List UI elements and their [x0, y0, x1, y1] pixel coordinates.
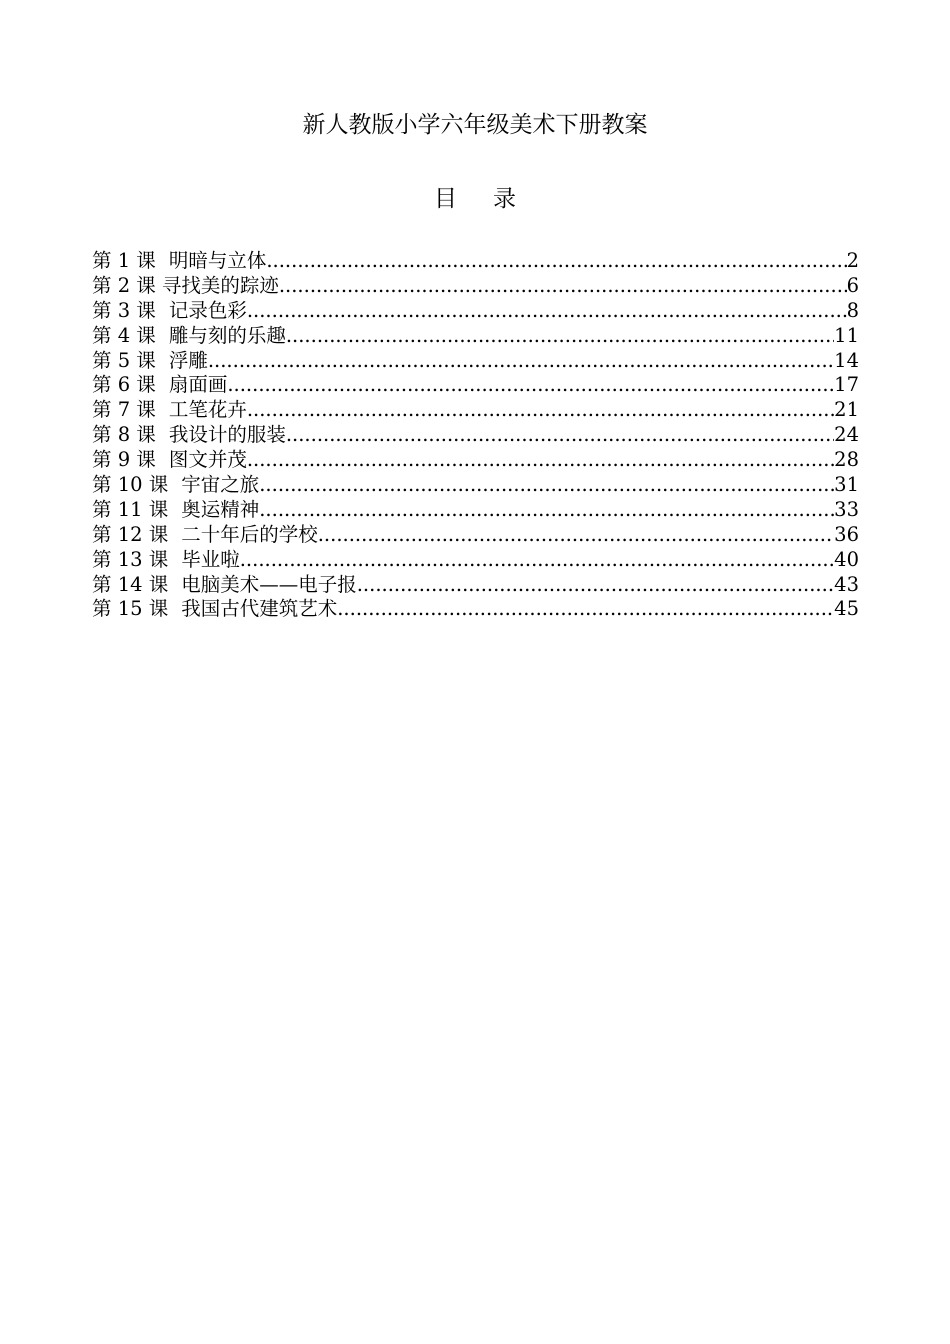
toc-lesson-title: 我国古代建筑艺术: [181, 597, 338, 621]
toc-entry[interactable]: [92, 448, 859, 473]
toc-dot-leader: [240, 548, 834, 573]
toc-page-number: 45: [834, 597, 859, 621]
toc-lesson-title: 宇宙之旅: [181, 473, 260, 497]
toc-lesson-title: 我设计的服装: [168, 423, 286, 447]
toc-lesson-title: 奥运精神: [181, 497, 260, 521]
toc-page-number: 6: [846, 273, 859, 297]
toc-lesson-number: 第 1 课: [92, 249, 156, 272]
toc-heading: [0, 184, 950, 214]
toc-page-number: 33: [834, 497, 859, 521]
toc-entry[interactable]: [92, 349, 859, 374]
toc-entry[interactable]: [92, 274, 859, 299]
toc-page-number: 43: [834, 572, 859, 596]
toc-dot-leader: [279, 274, 847, 299]
toc-lesson-number: 第 13 课: [92, 547, 169, 571]
toc-entry[interactable]: [92, 398, 859, 423]
toc-lesson-number: 第 2 课: [92, 273, 156, 297]
toc-entry[interactable]: [92, 299, 859, 324]
toc-dot-leader: [247, 398, 834, 423]
toc-dot-leader: [266, 249, 846, 274]
toc-lesson-title: 浮雕: [168, 348, 208, 372]
toc-entry[interactable]: [92, 373, 859, 398]
toc-lesson-title: 扇面画: [168, 373, 228, 397]
toc-lesson-number: 第 5 课: [92, 348, 156, 372]
toc-page-number: 14: [834, 348, 859, 372]
toc-page-number: 36: [834, 522, 859, 546]
toc-entry[interactable]: [92, 498, 859, 523]
toc-entry[interactable]: [92, 423, 859, 448]
toc-lesson-title: 寻找美的踪迹: [161, 273, 279, 297]
toc-entry[interactable]: [92, 324, 859, 349]
toc-lesson-number: 第 3 课: [92, 298, 156, 322]
toc-lesson-title: 雕与刻的乐趣: [168, 323, 286, 347]
toc-lesson-title: 明暗与立体: [168, 249, 267, 272]
toc-lesson-number: 第 4 课: [92, 323, 156, 347]
toc-dot-leader: [227, 373, 834, 398]
document-title: 新人教版小学六年级美术下册教案: [302, 112, 648, 138]
toc-entry[interactable]: [92, 573, 859, 598]
toc-dot-leader: [247, 448, 834, 473]
toc-page-number: 21: [834, 398, 859, 422]
toc-lesson-title: 工笔花卉: [168, 398, 247, 422]
toc-lesson-title: 毕业啦: [181, 547, 240, 571]
toc-page-number: 40: [834, 547, 859, 571]
toc-heading-left: 目: [434, 186, 457, 212]
toc-entry[interactable]: [92, 249, 859, 274]
toc-lesson-title: 图文并茂: [168, 448, 247, 472]
toc-dot-leader: [337, 597, 834, 622]
toc-dot-leader: [208, 349, 834, 374]
toc-lesson-number: 第 14 课: [92, 572, 169, 596]
toc-page-number: 8: [846, 298, 859, 322]
toc-entry[interactable]: [92, 548, 859, 573]
toc-page-number: 24: [834, 423, 859, 447]
toc-entry[interactable]: [92, 597, 859, 622]
toc-lesson-number: 第 11 课: [92, 497, 169, 521]
toc-lesson-number: 第 12 课: [92, 522, 169, 546]
toc-dot-leader: [286, 423, 834, 448]
toc-lesson-title: 记录色彩: [168, 298, 247, 322]
toc-dot-leader: [259, 498, 834, 523]
table-of-contents: [92, 249, 859, 622]
toc-page-number: 17: [834, 373, 859, 397]
toc-lesson-number: 第 8 课: [92, 423, 156, 447]
toc-heading-right: 录: [493, 186, 516, 212]
toc-lesson-title: 电脑美术——电子报: [181, 572, 357, 596]
toc-dot-leader: [318, 523, 834, 548]
toc-page-number: 28: [834, 448, 859, 472]
toc-entry[interactable]: [92, 523, 859, 548]
toc-lesson-title: 二十年后的学校: [181, 522, 318, 546]
toc-page-number: 31: [834, 473, 859, 497]
toc-page-number: 2: [846, 249, 859, 272]
toc-entry[interactable]: [92, 473, 859, 498]
toc-dot-leader: [357, 573, 834, 598]
toc-lesson-number: 第 15 课: [92, 597, 169, 621]
toc-dot-leader: [247, 299, 847, 324]
toc-lesson-number: 第 6 课: [92, 373, 156, 397]
toc-dot-leader: [259, 473, 834, 498]
toc-lesson-number: 第 9 课: [92, 448, 156, 472]
toc-page-number: 11: [834, 323, 859, 347]
toc-lesson-number: 第 10 课: [92, 473, 169, 497]
toc-lesson-number: 第 7 课: [92, 398, 156, 422]
toc-dot-leader: [286, 324, 834, 349]
